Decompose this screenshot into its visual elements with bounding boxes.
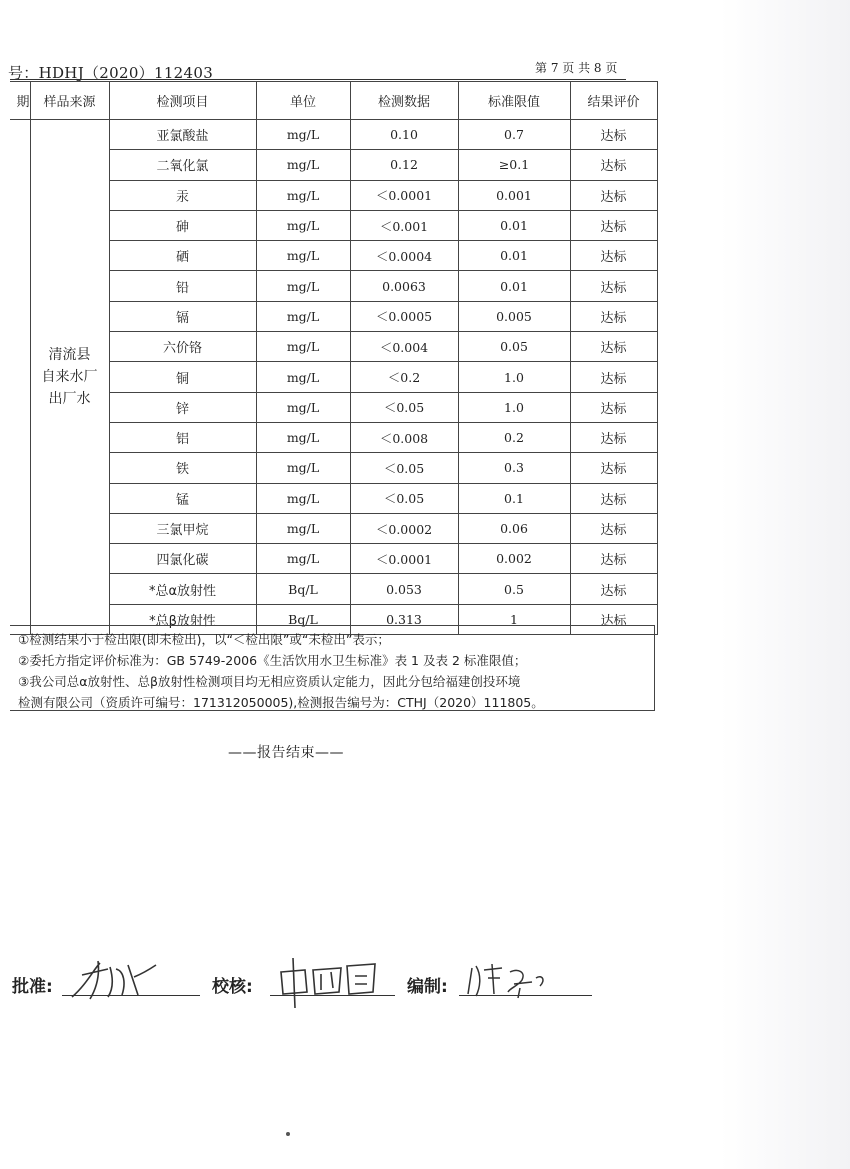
col-header-sample-source: 样品来源 (30, 82, 109, 120)
test-item-cell: *总α放射性 (109, 574, 256, 604)
test-item-cell: 锌 (109, 392, 256, 422)
review-label: 校核: (212, 977, 253, 997)
test-value-cell: ＜0.0004 (350, 241, 458, 271)
unit-cell: mg/L (256, 150, 350, 180)
unit-cell: mg/L (256, 362, 350, 392)
unit-cell: mg/L (256, 544, 350, 574)
limit-cell: 1 (458, 604, 570, 634)
test-value-cell: ＜0.0001 (350, 180, 458, 210)
test-item-cell: 三氯甲烷 (109, 513, 256, 543)
limit-cell: 0.5 (458, 574, 570, 604)
limit-cell: 1.0 (458, 362, 570, 392)
limit-cell: 0.005 (458, 301, 570, 331)
unit-cell: mg/L (256, 301, 350, 331)
result-cell: 达标 (570, 483, 657, 513)
unit-cell: mg/L (256, 422, 350, 452)
limit-cell: 0.01 (458, 210, 570, 240)
test-item-cell: 六价铬 (109, 332, 256, 362)
result-cell: 达标 (570, 271, 657, 301)
result-cell: 达标 (570, 513, 657, 543)
test-item-cell: 镉 (109, 301, 256, 331)
unit-cell: mg/L (256, 453, 350, 483)
unit-cell: mg/L (256, 120, 350, 150)
report-number: 号：HDHJ（2020）112403 (8, 64, 214, 82)
limit-cell: 0.7 (458, 120, 570, 150)
result-cell: 达标 (570, 210, 657, 240)
unit-cell: mg/L (256, 241, 350, 271)
test-item-cell: 汞 (109, 180, 256, 210)
review-signature (275, 950, 385, 1010)
table-header-row (10, 82, 657, 120)
note-line: ②委托方指定评价标准为：GB 5749-2006《生活饮用水卫生标准》表 1 及表 2 标准限值； (18, 653, 527, 668)
period-cell (10, 120, 30, 635)
results-table (10, 81, 658, 635)
result-cell: 达标 (570, 392, 657, 422)
result-cell: 达标 (570, 241, 657, 271)
limit-cell: 0.002 (458, 544, 570, 574)
result-cell: 达标 (570, 574, 657, 604)
test-value-cell: ＜0.05 (350, 453, 458, 483)
unit-cell: Bq/L (256, 574, 350, 604)
result-cell: 达标 (570, 362, 657, 392)
limit-cell: ≥0.1 (458, 150, 570, 180)
col-header-test-item: 检测项目 (109, 82, 256, 120)
test-value-cell: ＜0.0001 (350, 544, 458, 574)
limit-cell: 0.01 (458, 271, 570, 301)
test-value-cell: ＜0.008 (350, 422, 458, 452)
test-value-cell: 0.0063 (350, 271, 458, 301)
col-header-unit: 单位 (256, 82, 350, 120)
page-edge-shading (720, 0, 850, 1169)
note-line: 检测有限公司（资质许可编号：171312050005),检测报告编号为：CTHJ（2020）111805。 (18, 695, 544, 710)
limit-cell: 0.06 (458, 513, 570, 543)
test-value-cell: 0.10 (350, 120, 458, 150)
test-item-cell: 铅 (109, 271, 256, 301)
test-value-cell: ＜0.001 (350, 210, 458, 240)
col-header-period: 期 (10, 82, 30, 120)
result-cell: 达标 (570, 544, 657, 574)
test-value-cell: 0.313 (350, 604, 458, 634)
notes-box (10, 625, 655, 711)
result-cell: 达标 (570, 301, 657, 331)
limit-cell: 0.1 (458, 483, 570, 513)
test-value-cell: 0.12 (350, 150, 458, 180)
test-value-cell: ＜0.0002 (350, 513, 458, 543)
report-end-mark: ——报告结束—— (228, 745, 344, 761)
test-item-cell: 铝 (109, 422, 256, 452)
unit-cell: mg/L (256, 271, 350, 301)
test-item-cell: 砷 (109, 210, 256, 240)
limit-cell: 0.001 (458, 180, 570, 210)
unit-cell: mg/L (256, 210, 350, 240)
result-cell: 达标 (570, 120, 657, 150)
test-value-cell: ＜0.05 (350, 392, 458, 422)
limit-cell: 0.2 (458, 422, 570, 452)
test-item-cell: *总β放射性 (109, 604, 256, 634)
test-value-cell: ＜0.05 (350, 483, 458, 513)
sample-source-cell: 清流县 自来水厂 出厂水 (30, 120, 109, 635)
approve-label: 批准: (12, 977, 53, 997)
note-line: ③我公司总α放射性、总β放射性检测项目均无相应资质认定能力，因此分包给福建创投环境 (18, 674, 521, 689)
unit-cell: mg/L (256, 180, 350, 210)
test-value-cell: ＜0.0005 (350, 301, 458, 331)
unit-cell: mg/L (256, 392, 350, 422)
test-item-cell: 四氯化碳 (109, 544, 256, 574)
test-item-cell: 锰 (109, 483, 256, 513)
page-count: 第 7 页 共 8 页 (535, 61, 618, 75)
result-cell: 达标 (570, 332, 657, 362)
header-rule (10, 79, 626, 80)
compile-signature (462, 958, 562, 1003)
table-row (10, 120, 657, 150)
result-cell: 达标 (570, 180, 657, 210)
result-cell: 达标 (570, 604, 657, 634)
test-item-cell: 二氧化氯 (109, 150, 256, 180)
result-cell: 达标 (570, 422, 657, 452)
test-item-cell: 铜 (109, 362, 256, 392)
note-line: ①检测结果小于检出限(即未检出)，以“＜检出限”或“未检出”表示； (18, 632, 390, 647)
unit-cell: Bq/L (256, 604, 350, 634)
unit-cell: mg/L (256, 513, 350, 543)
col-header-limit: 标准限值 (458, 82, 570, 120)
result-cell: 达标 (570, 453, 657, 483)
limit-cell: 0.01 (458, 241, 570, 271)
scan-speck (286, 1132, 290, 1136)
compile-label: 编制: (407, 977, 448, 997)
test-item-cell: 亚氯酸盐 (109, 120, 256, 150)
col-header-test-data: 检测数据 (350, 82, 458, 120)
test-item-cell: 硒 (109, 241, 256, 271)
approve-signature (64, 955, 164, 1005)
result-cell: 达标 (570, 150, 657, 180)
unit-cell: mg/L (256, 332, 350, 362)
col-header-result: 结果评价 (570, 82, 657, 120)
test-item-cell: 铁 (109, 453, 256, 483)
limit-cell: 1.0 (458, 392, 570, 422)
unit-cell: mg/L (256, 483, 350, 513)
limit-cell: 0.3 (458, 453, 570, 483)
test-value-cell: 0.053 (350, 574, 458, 604)
limit-cell: 0.05 (458, 332, 570, 362)
test-value-cell: ＜0.2 (350, 362, 458, 392)
test-value-cell: ＜0.004 (350, 332, 458, 362)
